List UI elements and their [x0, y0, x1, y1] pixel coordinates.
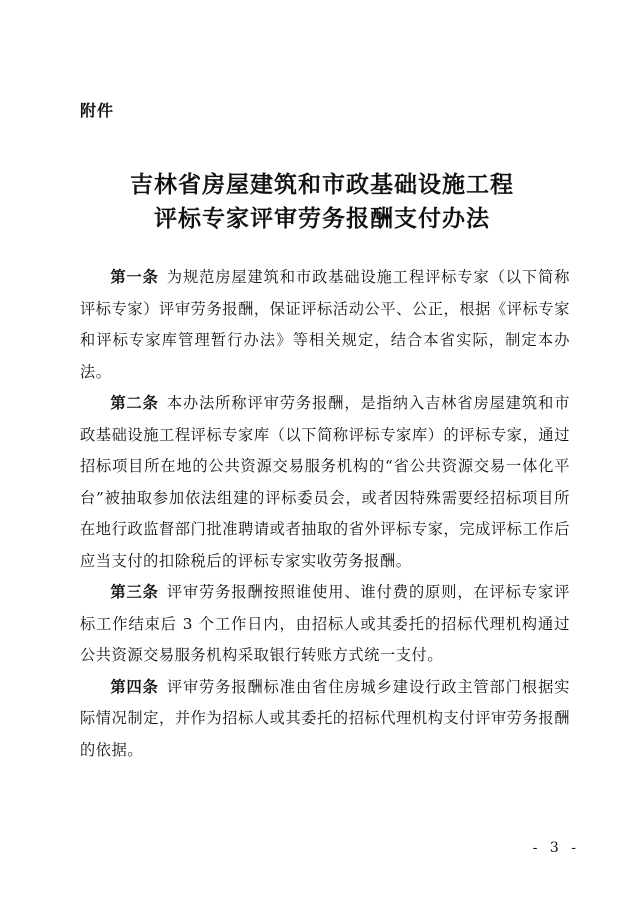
page-number: - 3 -	[532, 840, 580, 856]
document-title-line-2: 评标专家评审劳务报酬支付办法	[154, 205, 490, 232]
article-4	[80, 672, 570, 767]
document-title-line-1: 吉林省房屋建筑和市政基础设施工程	[130, 171, 514, 198]
document-body	[80, 262, 570, 766]
attachment-label: 附件	[80, 101, 115, 120]
article-1	[80, 262, 570, 388]
article-2-heading: 第二条	[110, 394, 159, 412]
article-3-heading: 第三条	[110, 583, 159, 601]
article-1-text: 为规范房屋建筑和市政基础设施工程评标专家（以下简称评标专家）评审劳务报酬，保证评标活动公平、公正，根据《评标专家和评标专家库管理暂行办法》等相关规定，结合本省实际，制定本办法。	[80, 268, 571, 381]
article-2-text: 本办法所称评审劳务报酬，是指纳入吉林省房屋建筑和市政基础设施工程评标专家库（以下简称评标专家库）的评标专家，通过招标项目所在地的公共资源交易服务机构的“省公共资源交易一体化平台”被抽取参加依法组建的评标委员会，或者因特殊需要经招标项目所在地行政监督部门批准聘请或者抽取的省外评标专家，完成评标工作后应当支付的扣除税后的评标专家实收劳务报酬。	[80, 394, 571, 570]
article-4-text: 评审劳务报酬标准由省住房城乡建设行政主管部门根据实际情况制定，并作为招标人或其委托的招标代理机构支付评审劳务报酬的依据。	[80, 677, 571, 759]
article-1-heading: 第一条	[110, 268, 159, 286]
article-3-text: 评审劳务报酬按照谁使用、谁付费的原则，在评标专家评标工作结束后 3 个工作日内，由招标人或其委托的招标代理机构通过公共资源交易服务机构采取银行转账方式统一支付。	[80, 583, 571, 664]
article-4-heading: 第四条	[110, 677, 159, 696]
article-3	[80, 577, 570, 672]
article-2	[80, 388, 570, 577]
